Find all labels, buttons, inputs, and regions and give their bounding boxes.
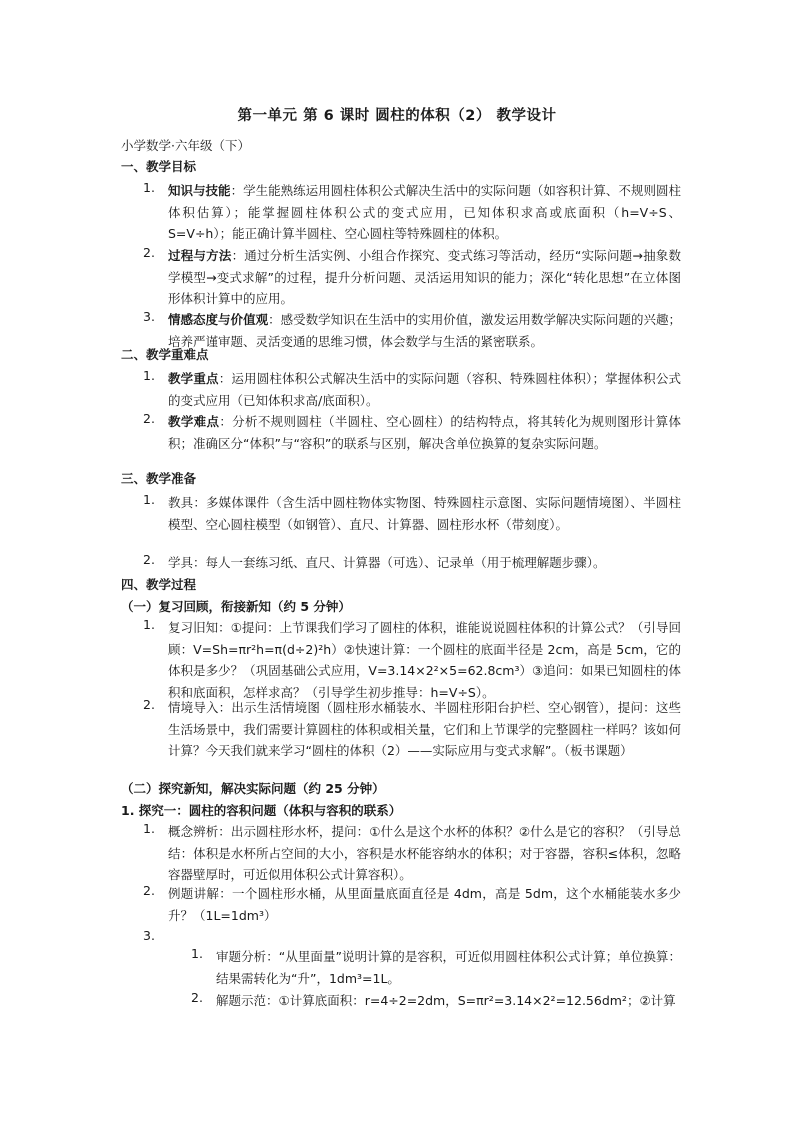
list-number: 2. bbox=[143, 697, 155, 712]
list-number: 3. bbox=[143, 928, 155, 943]
list-number: 1. bbox=[143, 492, 155, 507]
list-number: 2. bbox=[143, 883, 155, 898]
page-subtitle: 小学数学·六年级（下） bbox=[121, 138, 250, 153]
item-text: ：分析不规则圆柱（半圆柱、空心圆柱）的结构特点，将其转化为规则图形计算体积；准确区分“体积”与“容积”的联系与区别，解决含单位换算的复杂实际问题。 bbox=[168, 414, 681, 451]
list-text: 教具：多媒体课件（含生活中圆柱物体实物图、特殊圆柱示意图、实际问题情境图）、半圆柱模型、空心圆柱模型（如钢管）、直尺、计算器、圆柱形水杯（带刻度）。 bbox=[168, 495, 681, 532]
item-label: 情感态度与价值观 bbox=[168, 312, 269, 327]
list-number: 1. bbox=[143, 368, 155, 383]
list-number: 2. bbox=[191, 990, 203, 1005]
list-number: 1. bbox=[143, 617, 155, 632]
list-text: 解题示范：①计算底面积：r=4÷2=2dm，S=πr²=3.14×2²=12.56dm²；②计算 bbox=[216, 993, 676, 1008]
item-label: 教学难点 bbox=[168, 414, 220, 429]
list-number: 3. bbox=[143, 309, 155, 324]
subsection-heading-review: （一）复习回顾，衔接新知（约 5 分钟） bbox=[121, 599, 351, 614]
section-heading-process: 四、教学过程 bbox=[121, 577, 197, 592]
section-heading-goals: 一、教学目标 bbox=[121, 159, 197, 174]
section-heading-prep: 三、教学准备 bbox=[121, 471, 197, 486]
section-heading-keypoints: 二、教学重难点 bbox=[121, 347, 209, 362]
list-number: 2. bbox=[143, 245, 155, 260]
list-number: 2. bbox=[143, 411, 155, 426]
item-label: 过程与方法 bbox=[168, 248, 232, 263]
subsection-heading-explore: （二）探究新知，解决实际问题（约 25 分钟） bbox=[121, 781, 385, 796]
list-text bbox=[168, 245, 681, 310]
item-text: ：感受数学知识在生活中的实用价值，激发运用数学解决实际问题的兴趣；培养严谨审题、灵活变通的思维习惯，体会数学与生活的紧密联系。 bbox=[168, 312, 681, 349]
list-text: 复习旧知：①提问：上节课我们学习了圆柱的体积，谁能说说圆柱体积的计算公式？（引导回顾：V=Sh=πr²h=π(d÷2)²h）②快速计算：一个圆柱的底面半径是 2cm，高是 5cm，它的体积是多少？（巩固基础公式应用，V=3.14×2²×5=62.8cm³）③追问：如果已知圆柱的体积和底面积，怎样求高？（引导学生初步推导：h=V÷S）。 bbox=[168, 620, 681, 700]
item-text: ：运用圆柱体积公式解决生活中的实际问题（容积、特殊圆柱体积）；掌握体积公式的变式应用（已知体积求高/底面积）。 bbox=[168, 371, 681, 408]
list-number: 1. bbox=[143, 180, 155, 195]
list-text bbox=[168, 309, 681, 352]
list-number: 1. bbox=[191, 946, 203, 961]
item-label: 教学重点 bbox=[168, 371, 219, 386]
item-text: ：通过分析生活实例、小组合作探究、变式练习等活动，经历“实际问题→抽象数学模型→变式求解”的过程，提升分析问题、灵活运用知识的能力；深化“转化思想”在立体图形体积计算中的应用。 bbox=[168, 248, 681, 306]
item-text: ：学生能熟练运用圆柱体积公式解决生活中的实际问题（如容积计算、不规则圆柱体积估算）；能掌握圆柱体积公式的变式应用，已知体积求高或底面积（h=V÷S、S=V÷h）；能正确计算半圆柱、空心圆柱等特殊圆柱的体积。 bbox=[168, 183, 681, 241]
list-text: 情境导入：出示生活情境图（圆柱形水桶装水、半圆柱形阳台护栏、空心钢管），提问：这些生活场景中，我们需要计算圆柱的体积或相关量，它们和上节课学的完整圆柱一样吗？该如何计算？今天我们就来学习“圆柱的体积（2）——实际应用与变式求解”。（板书课题） bbox=[168, 700, 681, 758]
list-text bbox=[168, 411, 681, 454]
list-text: 审题分析：“从里面量”说明计算的是容积，可近似用圆柱体积公式计算；单位换算：结果需转化为“升”，1dm³=1L。 bbox=[216, 949, 681, 986]
list-text bbox=[168, 180, 681, 245]
list-text: 概念辨析：出示圆柱形水杯，提问：①什么是这个水杯的体积？②什么是它的容积？（引导总结：体积是水杯所占空间的大小，容积是水杯能容纳水的体积；对于容器，容积≤体积，忽略容器壁厚时，可近似用体积公式计算容积）。 bbox=[168, 824, 681, 882]
page-title: 第一单元 第 6 课时 圆柱的体积（2） 教学设计 bbox=[237, 108, 557, 124]
list-text: 学具：每人一套练习纸、直尺、计算器（可选）、记录单（用于梳理解题步骤）。 bbox=[168, 555, 606, 570]
list-text: 例题讲解：一个圆柱形水桶，从里面量底面直径是 4dm，高是 5dm，这个水桶能装水多少升？（1L=1dm³） bbox=[168, 886, 681, 923]
list-number: 1. bbox=[143, 821, 155, 836]
subsection-heading-explore-1: 1. 探究一：圆柱的容积问题（体积与容积的联系） bbox=[121, 803, 402, 818]
list-number: 2. bbox=[143, 552, 155, 567]
item-label: 知识与技能 bbox=[168, 183, 231, 198]
list-text bbox=[168, 368, 681, 411]
